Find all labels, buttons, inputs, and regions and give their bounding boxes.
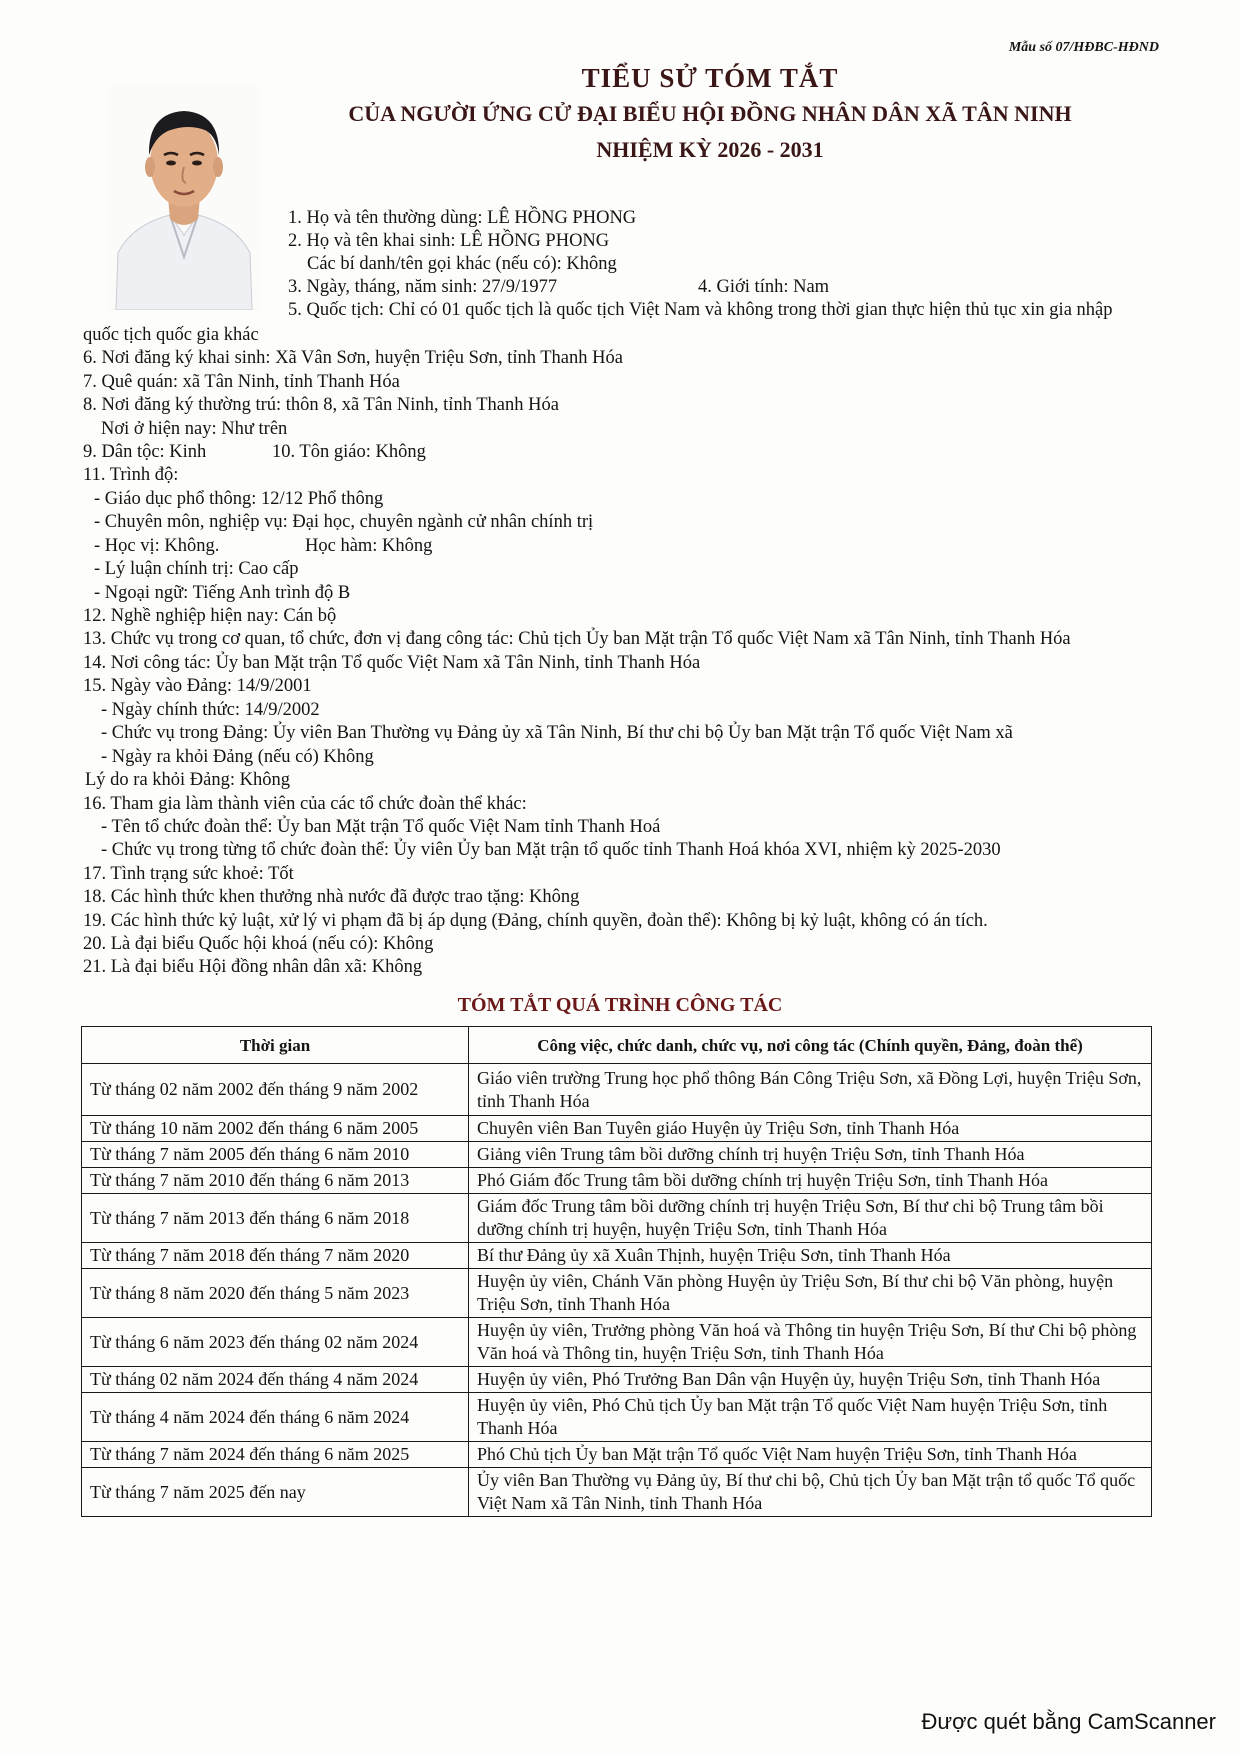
party-position: - Chức vụ trong Đảng: Ủy viên Ban Thường vụ Đảng ủy xã Tân Ninh, Bí thư chi bộ Ủy ban Mặt trận Tổ quốc Việt Nam xã [101, 723, 1013, 743]
party-leave-reason: Lý do ra khỏi Đảng: Không [85, 770, 291, 790]
table-row [82, 1269, 1152, 1318]
table-row [82, 1194, 1152, 1243]
date-of-birth: 3. Ngày, tháng, năm sinh: 27/9/1977 [288, 277, 558, 297]
row-period: Từ tháng 7 năm 2018 đến tháng 7 năm 2020 [82, 1243, 469, 1269]
political-theory: - Lý luận chính trị: Cao cấp [94, 559, 299, 579]
health-status: 17. Tình trạng sức khoẻ: Tốt [83, 864, 294, 884]
portrait-photo [108, 85, 260, 310]
party-admission-date: 15. Ngày vào Đảng: 14/9/2001 [83, 676, 312, 696]
row-description: Chuyên viên Ban Tuyên giáo Huyện ủy Triệu Sơn, tỉnh Thanh Hóa [469, 1116, 1152, 1142]
full-name-birth: 2. Họ và tên khai sinh: LÊ HỒNG PHONG [288, 231, 610, 251]
row-description: Huyện ủy viên, Phó Chủ tịch Ủy ban Mặt trận Tổ quốc Việt Nam huyện Triệu Sơn, tỉnh Thanh Hóa [469, 1393, 1152, 1442]
table-row [82, 1116, 1152, 1142]
row-period: Từ tháng 10 năm 2002 đến tháng 6 năm 2005 [82, 1116, 469, 1142]
occupation: 12. Nghề nghiệp hiện nay: Cán bộ [83, 606, 337, 626]
row-period: Từ tháng 7 năm 2010 đến tháng 6 năm 2013 [82, 1168, 469, 1194]
table-row [82, 1367, 1152, 1393]
permanent-residence: 8. Nơi đăng ký thường trú: thôn 8, xã Tân Ninh, tỉnh Thanh Hóa [83, 395, 559, 415]
party-official-date: - Ngày chính thức: 14/9/2002 [101, 700, 320, 720]
general-education: - Giáo dục phổ thông: 12/12 Phổ thông [94, 489, 384, 509]
workplace: 14. Nơi công tác: Ủy ban Mặt trận Tổ quốc Việt Nam xã Tân Ninh, tỉnh Thanh Hóa [83, 653, 701, 673]
header-description: Công việc, chức danh, chức vụ, nơi công tác (Chính quyền, Đảng, đoàn thể) [469, 1027, 1152, 1064]
foreign-language: - Ngoại ngữ: Tiếng Anh trình độ B [94, 583, 351, 603]
row-description: Phó Chủ tịch Ủy ban Mặt trận Tổ quốc Việt Nam huyện Triệu Sơn, tỉnh Thanh Hóa [469, 1442, 1152, 1468]
row-description: Giảng viên Trung tâm bồi dưỡng chính trị huyện Triệu Sơn, tỉnh Thanh Hóa [469, 1142, 1152, 1168]
title-line-2: CỦA NGƯỜI ỨNG CỬ ĐẠI BIỂU HỘI ĐỒNG NHÂN DÂN XÃ TÂN NINH [348, 101, 1072, 126]
hometown: 7. Quê quán: xã Tân Ninh, tỉnh Thanh Hóa [83, 372, 400, 392]
header-period: Thời gian [82, 1027, 469, 1064]
portrait-photo-drawing [108, 85, 260, 310]
table-row [82, 1168, 1152, 1194]
current-position: 13. Chức vụ trong cơ quan, tổ chức, đơn vị đang công tác: Chủ tịch Ủy ban Mặt trận Tổ quốc Việt Nam xã Tân Ninh, tỉnh Thanh Hóa [83, 629, 1071, 649]
religion: 10. Tôn giáo: Không [272, 442, 426, 462]
birth-registration-place: 6. Nơi đăng ký khai sinh: Xã Vân Sơn, huyện Triệu Sơn, tỉnh Thanh Hóa [83, 348, 623, 368]
organization-name: - Tên tổ chức đoàn thể: Ủy ban Mặt trận Tổ quốc Việt Nam tỉnh Thanh Hoá [101, 817, 661, 837]
row-period: Từ tháng 4 năm 2024 đến tháng 6 năm 2024 [82, 1393, 469, 1442]
row-period: Từ tháng 7 năm 2024 đến tháng 6 năm 2025 [82, 1442, 469, 1468]
row-period: Từ tháng 7 năm 2025 đến nay [82, 1468, 469, 1517]
row-description: Huyện ủy viên, Trưởng phòng Văn hoá và Thông tin huyện Triệu Sơn, Bí thư Chi bộ phòng Văn hoá và Thông tin, huyện Triệu Sơn, tỉnh Thanh Hóa [469, 1318, 1152, 1367]
work-history-title: TÓM TẮT QUÁ TRÌNH CÔNG TÁC [457, 994, 783, 1016]
gender: 4. Giới tính: Nam [698, 277, 830, 297]
national-assembly-delegate: 20. Là đại biểu Quốc hội khoá (nếu có): Không [83, 934, 434, 954]
nationality: 5. Quốc tịch: Chỉ có 01 quốc tịch là quốc tịch Việt Nam và không trong thời gian thực hiện thủ tục xin gia nhập [288, 300, 1113, 320]
row-description: Bí thư Đảng ủy xã Xuân Thịnh, huyện Triệu Sơn, tỉnh Thanh Hóa [469, 1243, 1152, 1269]
specialization: - Chuyên môn, nghiệp vụ: Đại học, chuyên ngành cử nhân chính trị [94, 512, 594, 532]
row-description: Ủy viên Ban Thường vụ Đảng ủy, Bí thư chi bộ, Chủ tịch Ủy ban Mặt trận tổ quốc Tổ quốc Việt Nam xã Tân Ninh, tỉnh Thanh Hóa [469, 1468, 1152, 1517]
table-row [82, 1442, 1152, 1468]
row-period: Từ tháng 8 năm 2020 đến tháng 5 năm 2023 [82, 1269, 469, 1318]
row-description: Phó Giám đốc Trung tâm bồi dưỡng chính trị huyện Triệu Sơn, tỉnh Thanh Hóa [469, 1168, 1152, 1194]
title-line-3: NHIỆM KỲ 2026 - 2031 [596, 137, 824, 162]
row-description: Huyện ủy viên, Chánh Văn phòng Huyện ủy Triệu Sơn, Bí thư chi bộ Văn phòng, huyện Triệu Sơn, tỉnh Thanh Hóa [469, 1269, 1152, 1318]
row-period: Từ tháng 02 năm 2002 đến tháng 9 năm 2002 [82, 1064, 469, 1116]
aliases: Các bí danh/tên gọi khác (nếu có): Không [307, 254, 617, 274]
form-code: Mẫu số 07/HĐBC-HĐND [1008, 40, 1159, 55]
academic-degree: - Học vị: Không. [94, 536, 220, 556]
academic-title: Học hàm: Không [305, 536, 433, 556]
row-period: Từ tháng 02 năm 2024 đến tháng 4 năm 2024 [82, 1367, 469, 1393]
camscanner-watermark: Được quét bằng CamScanner [921, 1709, 1216, 1734]
table-row [82, 1243, 1152, 1269]
council-delegate: 21. Là đại biểu Hội đồng nhân dân xã: Không [83, 957, 423, 977]
table-row [82, 1064, 1152, 1116]
table-row [82, 1468, 1152, 1517]
current-residence: Nơi ở hiện nay: Như trên [101, 419, 288, 439]
row-description: Huyện ủy viên, Phó Trưởng Ban Dân vận Huyện ủy, huyện Triệu Sơn, tỉnh Thanh Hóa [469, 1367, 1152, 1393]
document-title [300, 60, 1120, 168]
row-description: Giám đốc Trung tâm bồi dưỡng chính trị huyện Triệu Sơn, Bí thư chi bộ Trung tâm bồi dưỡng chính trị huyện, huyện Triệu Sơn, tỉnh Thanh Hóa [469, 1194, 1152, 1243]
nationality-continued: quốc tịch quốc gia khác [83, 325, 259, 345]
organizations-heading: 16. Tham gia làm thành viên của các tổ chức đoàn thể khác: [83, 794, 527, 814]
full-name-common: 1. Họ và tên thường dùng: LÊ HỒNG PHONG [288, 208, 637, 228]
table-row [82, 1393, 1152, 1442]
disciplinary-actions: 19. Các hình thức kỷ luật, xử lý vi phạm đã bị áp dụng (Đảng, chính quyền, đoàn thể): Không bị kỷ luật, không có án tích. [83, 911, 988, 931]
party-leave-date: - Ngày ra khỏi Đảng (nếu có) Không [101, 747, 374, 767]
work-history-table [81, 1026, 1152, 1517]
row-description: Giáo viên trường Trung học phổ thông Bán Công Triệu Sơn, xã Đồng Lợi, huyện Triệu Sơn, tỉnh Thanh Hóa [469, 1064, 1152, 1116]
row-period: Từ tháng 7 năm 2013 đến tháng 6 năm 2018 [82, 1194, 469, 1243]
ethnicity: 9. Dân tộc: Kinh [83, 442, 207, 462]
organization-position: - Chức vụ trong từng tổ chức đoàn thể: Ủy viên Ủy ban Mặt trận tổ quốc tỉnh Thanh Hoá khóa XVI, nhiệm kỳ 2025-2030 [101, 840, 1001, 860]
row-period: Từ tháng 6 năm 2023 đến tháng 02 năm 2024 [82, 1318, 469, 1367]
row-period: Từ tháng 7 năm 2005 đến tháng 6 năm 2010 [82, 1142, 469, 1168]
education-heading: 11. Trình độ: [83, 465, 179, 485]
awards: 18. Các hình thức khen thưởng nhà nước đã được trao tặng: Không [83, 887, 580, 907]
table-header-row [82, 1027, 1152, 1064]
title-line-1: TIỂU SỬ TÓM TẮT [581, 63, 839, 93]
table-row [82, 1318, 1152, 1367]
table-row [82, 1142, 1152, 1168]
